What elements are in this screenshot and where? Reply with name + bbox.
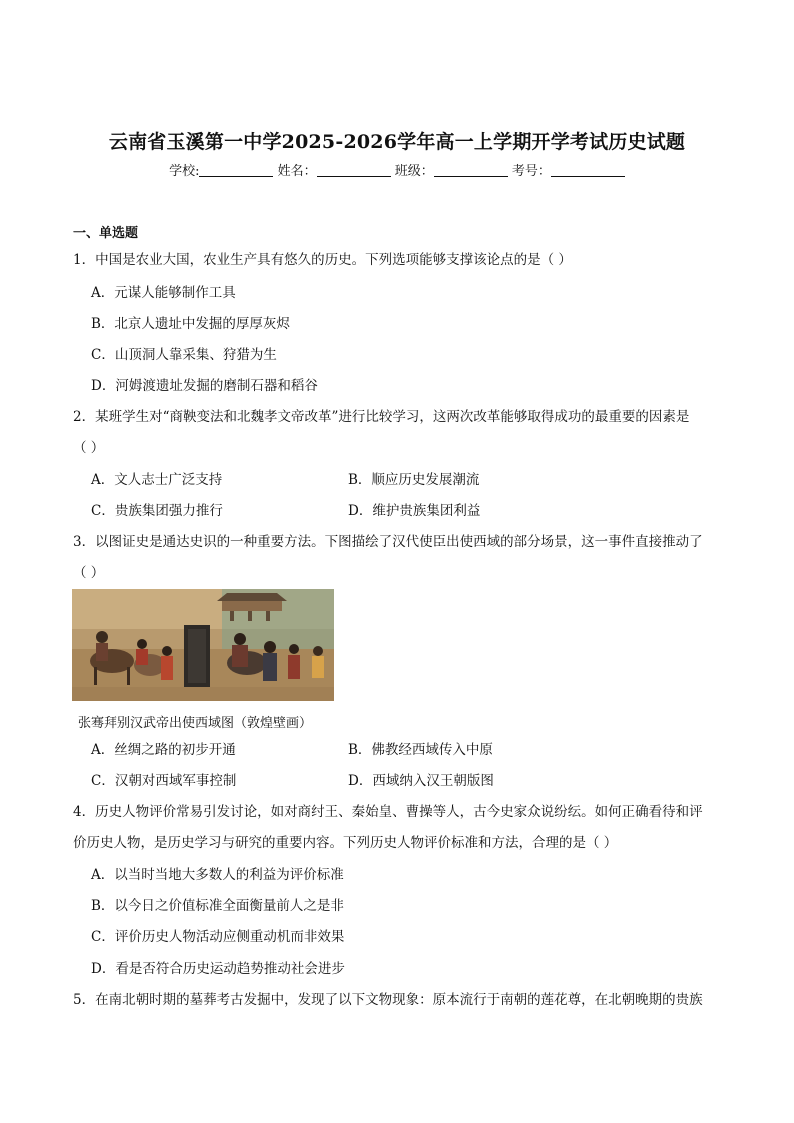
name-blank <box>317 163 391 177</box>
question-2-text-cont: （ ） <box>73 440 105 456</box>
question-2-option-a: A．文人志士广泛支持 <box>91 472 223 488</box>
exam-title: 云南省玉溪第一中学2025-2026学年高一上学期开学考试历史试题 <box>108 131 686 153</box>
question-4-option-b: B．以今日之价值标准全面衡量前人之是非 <box>91 898 344 914</box>
question-3-text-cont: （ ） <box>73 565 105 581</box>
question-3-option-b: B．佛教经西域传入中原 <box>348 742 493 758</box>
exam-number-blank <box>551 163 625 177</box>
student-info-row <box>0 160 794 179</box>
section-heading: 一、单选题 <box>73 226 139 241</box>
mural-caption: 张骞拜别汉武帝出使西域图（敦煌壁画） <box>78 716 313 731</box>
school-blank <box>199 163 273 177</box>
dunhuang-mural-illustration <box>72 589 334 701</box>
class-blank <box>434 163 508 177</box>
question-3-option-c: C．汉朝对西域军事控制 <box>91 773 237 789</box>
class-label: 班级： <box>394 164 434 179</box>
question-4-text-cont: 价历史人物，是历史学习与研究的重要内容。下列历史人物评价标准和方法，合理的是（ ） <box>73 835 618 851</box>
question-3-option-d: D．西域纳入汉王朝版图 <box>348 773 494 789</box>
question-2-option-b: B．顺应历史发展潮流 <box>348 472 480 488</box>
school-label: 学校: <box>169 164 200 179</box>
question-3-option-a: A．丝绸之路的初步开通 <box>91 742 236 758</box>
question-1-option-c: C．山顶洞人靠采集、狩猎为生 <box>91 347 277 363</box>
question-4-option-d: D．看是否符合历史运动趋势推动社会进步 <box>91 961 345 977</box>
question-1-option-b: B．北京人遗址中发掘的厚厚灰烬 <box>91 316 290 332</box>
question-2-text: 2．某班学生对“商鞅变法和北魏孝文帝改革”进行比较学习，这两次改革能够取得成功的最重要的因素是 <box>73 409 690 425</box>
question-1-option-d: D．河姆渡遗址发掘的磨制石器和稻谷 <box>91 378 318 394</box>
question-3-text: 3．以图证史是通达史识的一种重要方法。下图描绘了汉代使臣出使西域的部分场景，这一事件直接推动了 <box>73 534 703 550</box>
mural-image <box>72 589 334 701</box>
name-label: 姓名： <box>277 164 317 179</box>
question-2-option-c: C．贵族集团强力推行 <box>91 503 223 519</box>
question-4-option-c: C．评价历史人物活动应侧重动机而非效果 <box>91 929 345 945</box>
question-2-option-d: D．维护贵族集团利益 <box>348 503 481 519</box>
question-1-text: 1．中国是农业大国，农业生产具有悠久的历史。下列选项能够支撑该论点的是（ ） <box>73 252 572 268</box>
question-5-text: 5．在南北朝时期的墓葬考古发掘中，发现了以下文物现象：原本流行于南朝的莲花尊，在北朝晚期的贵族 <box>73 992 703 1008</box>
question-4-text: 4．历史人物评价常易引发讨论，如对商纣王、秦始皇、曹操等人，古今史家众说纷纭。如何正确看待和评 <box>73 804 703 820</box>
question-1-option-a: A．元谋人能够制作工具 <box>91 285 236 301</box>
exam-number-label: 考号： <box>511 164 551 179</box>
question-4-option-a: A．以当时当地大多数人的利益为评价标准 <box>91 867 344 883</box>
